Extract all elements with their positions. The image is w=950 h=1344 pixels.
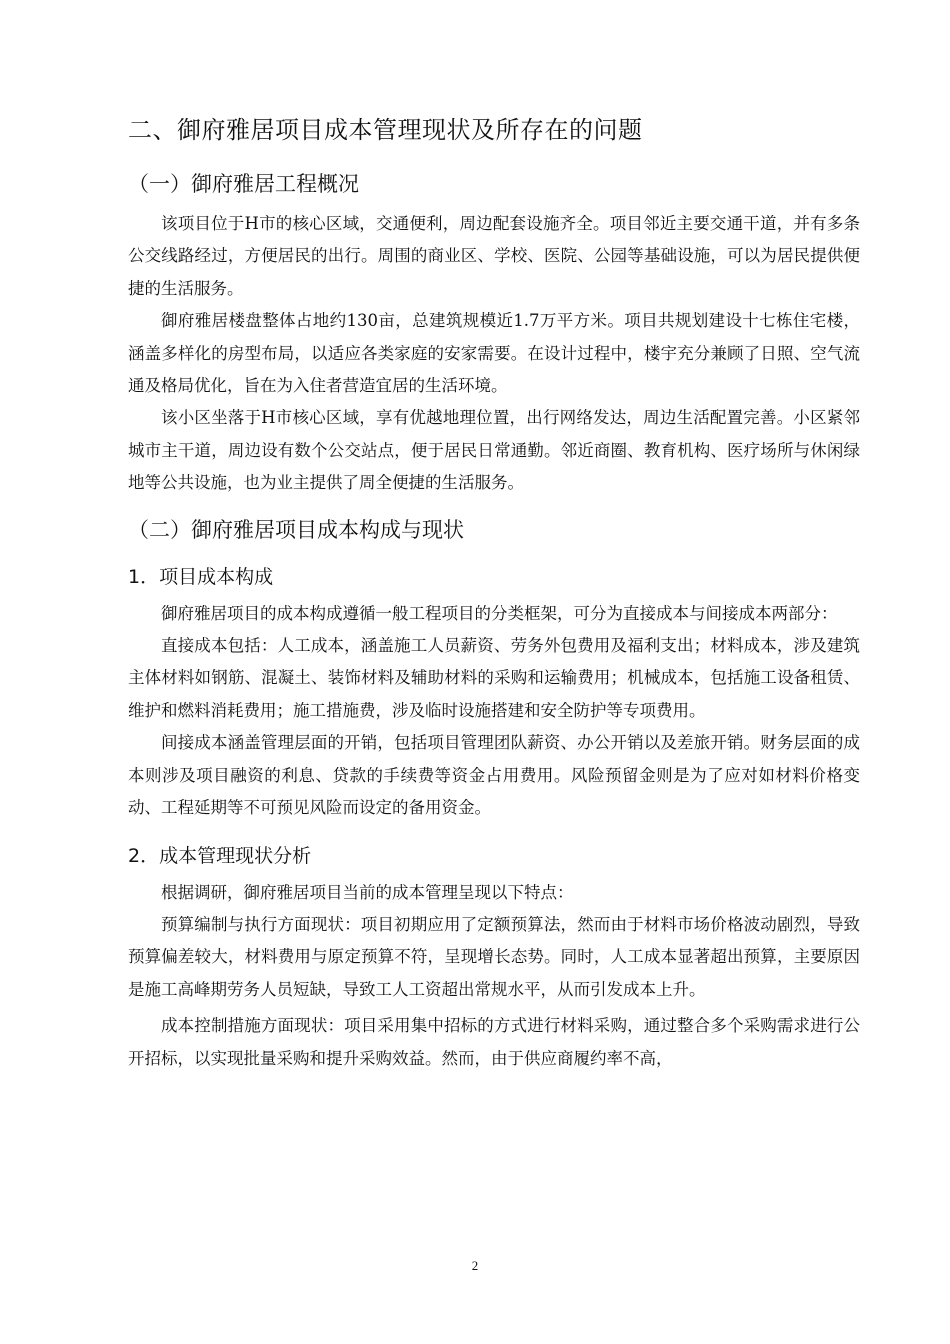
- paragraph: 御府雅居项目的成本构成遵循一般工程项目的分类框架，可分为直接成本与间接成本两部分：: [161, 603, 838, 623]
- part-title-cost-analysis: 2．成本管理现状分析: [128, 844, 312, 867]
- paragraph: 预算编制与执行方面现状：项目初期应用了定额预算法，然而由于材料市场价格波动剧烈，导致预算偏差较大，材料费用与原定预算不符，呈现增长态势。同时，人工成本显著超出预算，主要原因是施工高峰期劳务人员短缺，导致工人工资超出常规水平，从而引发成本上升。: [128, 914, 860, 999]
- paragraph: 根据调研，御府雅居项目当前的成本管理呈现以下特点：: [161, 882, 574, 902]
- paragraph: 御府雅居楼盘整体占地约130亩，总建筑规模近1.7万平方米。项目共规划建设十七栋住宅楼，涵盖多样化的房型布局，以适应各类家庭的安家需要。在设计过程中，楼宇充分兼顾了日照、空气流通及格局优化，旨在为入住者营造宜居的生活环境。: [128, 311, 860, 396]
- section-title: 二、御府雅居项目成本管理现状及所存在的问题: [128, 116, 643, 144]
- paragraph: 直接成本包括：人工成本，涵盖施工人员薪资、劳务外包费用及福利支出；材料成本，涉及建筑主体材料如钢筋、混凝土、装饰材料及辅助材料的采购和运输费用；机械成本，包括施工设备租赁、维护和燃料消耗费用；施工措施费，涉及临时设施搭建和安全防护等专项费用。: [128, 636, 860, 720]
- paragraph: 该小区坐落于H市核心区域，享有优越地理位置，出行网络发达，周边生活配置完善。小区紧邻城市主干道，周边设有数个公交站点，便于居民日常通勤。邻近商圈、教育机构、医疗场所与休闲绿地等公共设施，也为业主提供了周全便捷的生活服务。: [128, 408, 860, 493]
- part-title-cost-structure: 1．项目成本构成: [128, 565, 274, 588]
- page-number: 2: [471, 1258, 479, 1273]
- subsection-title-overview: （一）御府雅居工程概况: [128, 172, 359, 196]
- paragraph: 间接成本涵盖管理层面的开销，包括项目管理团队薪资、办公开销以及差旅开销。财务层面的成本则涉及项目融资的利息、贷款的手续费等资金占用费用。风险预留金则是为了应对如材料价格变动、工程延期等不可预见风险而设定的备用资金。: [128, 733, 860, 818]
- paragraph: 该项目位于H市的核心区域，交通便利，周边配套设施齐全。项目邻近主要交通干道，并有多条公交线路经过，方便居民的出行。周围的商业区、学校、医院、公园等基础设施，可以为居民提供便捷的生活服务。: [128, 214, 860, 298]
- page-content: [128, 112, 860, 1075]
- paragraph: 成本控制措施方面现状：项目采用集中招标的方式进行材料采购，通过整合多个采购需求进行公开招标，以实现批量采购和提升采购效益。然而，由于供应商履约率不高，: [128, 1016, 860, 1068]
- subsection-title-cost: （二）御府雅居项目成本构成与现状: [128, 517, 464, 542]
